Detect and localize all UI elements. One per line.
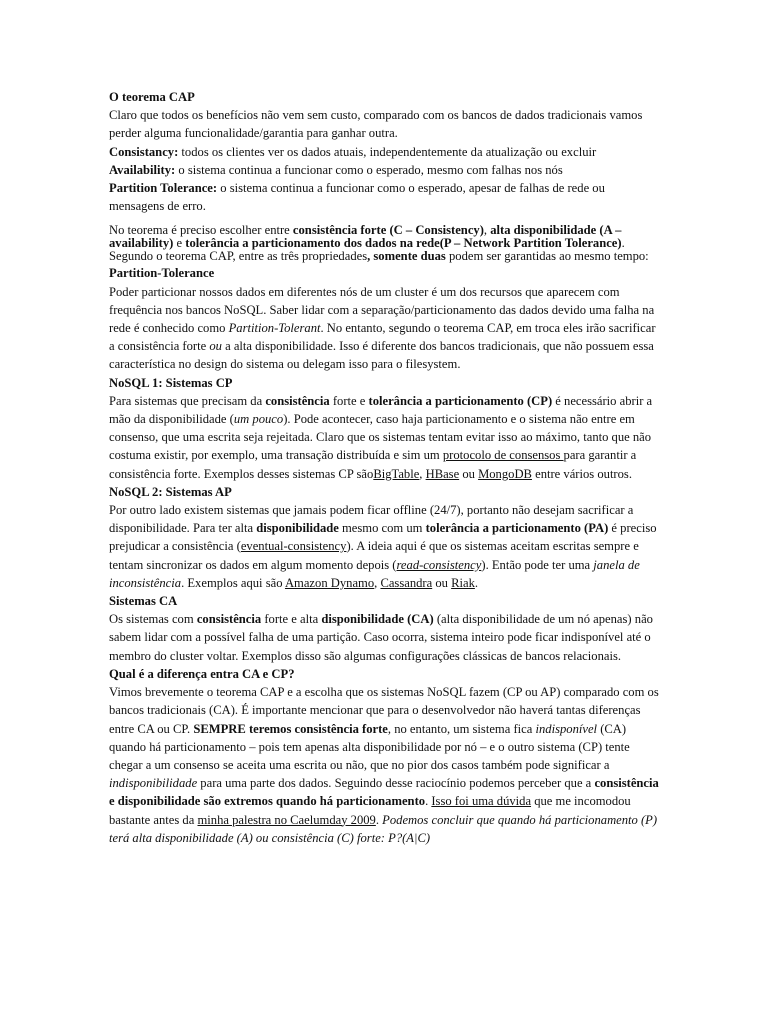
text-run: ,: [483, 223, 491, 238]
link-hbase[interactable]: HBase: [425, 466, 460, 481]
text-run: .: [375, 812, 383, 827]
text-run: Para sistemas que precisam da: [109, 393, 266, 408]
partition-text: o sistema continua a funcionar como o esperado, apesar de falhas de rede ou mensagens de erro.: [109, 181, 605, 214]
bold-run: consistência: [196, 612, 262, 627]
bold-run: tolerância a particionamento dos dados na rede(P – Network Partition Tolerance): [185, 236, 622, 251]
link-isso-foi-uma-duvida[interactable]: Isso foi uma dúvida: [431, 794, 532, 809]
availability-term: Availability:: [109, 162, 176, 177]
text-run: mesmo com um: [338, 521, 426, 536]
cp-paragraph: [109, 392, 659, 483]
text-run: ). A ideia aqui é que os sistemas aceitam escritas sempre e tentam sincronizar os dados em algum momento depois (: [109, 539, 639, 572]
bold-run: consistência: [265, 393, 330, 408]
text-run: No teorema é preciso escolher entre: [109, 223, 293, 238]
link-bigtable[interactable]: BigTable: [373, 466, 420, 481]
consistency-text: todos os clientes ver os dados atuais, independentemente da atualização ou excluir: [178, 144, 597, 159]
link-cassandra[interactable]: Cassandra: [380, 575, 433, 590]
partition-definition: [109, 179, 659, 215]
text-run: . Exemplos aqui são: [181, 575, 285, 590]
italic-run: Partition-Tolerant: [228, 321, 321, 336]
text-run: a alta disponibilidade. Isso é diferente dos bancos tradicionais, que não possuem essa característica no design do sistema ou delegam isso para o filesystem.: [109, 339, 654, 372]
text-run: podem ser garantidas ao mesmo tempo:: [445, 249, 649, 264]
ap-paragraph: [109, 501, 659, 592]
bold-run: disponibilidade: [256, 521, 339, 536]
italic-run: indisponibilidade: [109, 776, 198, 791]
italic-run: um pouco: [233, 412, 284, 427]
partition-tolerance-paragraph: [109, 283, 659, 374]
text-run: (alta disponibilidade de um nó apenas) não sabem lidar com a possível falha de uma partição. Caso ocorra, sistema inteiro pode ficar indisponível até o membro do cluster voltar. Exemplos disso são algumas configurações clássicas de bancos relacionais.: [109, 612, 653, 663]
text-run: forte e alta: [261, 612, 322, 627]
consistency-term: Consistancy:: [109, 144, 179, 159]
availability-definition: [109, 161, 659, 179]
ca-paragraph: [109, 610, 659, 665]
text-run: para uma parte dos dados. Seguindo desse raciocínio podemos perceber que a: [197, 776, 595, 791]
document-page: [109, 88, 659, 847]
link-read-consistency[interactable]: read-consistency: [396, 557, 482, 572]
text-run: é preciso prejudicar a consistência (: [109, 521, 657, 554]
text-run: Vimos brevemente o teorema CAP e a escolha que os sistemas NoSQL fazem (CP ou AP) comparado com os bancos tradicionais (CA). É importante mencionar que para o desenvolvedor não haverá tantas diferenças entre CA ou CP.: [109, 685, 659, 736]
bold-run: tolerância a particionamento (PA): [425, 521, 609, 536]
text-run: que me incomodou bastante antes da: [109, 794, 631, 827]
bold-run: consistência e disponibilidade são extremos quando há particionamento: [109, 776, 659, 809]
heading-partition-tolerance: Partition-Tolerance: [109, 266, 215, 281]
text-run: para garantir a consistência forte. Exemplos desses sistemas CP são: [109, 448, 637, 481]
bold-run: consistência forte (C – Consistency): [292, 223, 484, 238]
italic-run: indisponível: [535, 721, 598, 736]
text-run: .: [425, 794, 432, 809]
bold-run: alta disponibilidade (A – availability): [109, 223, 622, 251]
text-run: (CA) quando há particionamento – pois tem apenas alta disponibilidade por nó – e o outro sistema (CP) tente chegar a um consenso se aceita uma escrita ou não, que no pior dos casos também pode significar a: [109, 721, 630, 772]
link-protocolo-de-consensos[interactable]: protocolo de consensos: [442, 448, 564, 463]
text-run: forte e: [329, 393, 369, 408]
text-run: ,: [374, 575, 381, 590]
link-amazon-dynamo[interactable]: Amazon Dynamo: [284, 575, 375, 590]
link-riak[interactable]: Riak: [451, 575, 475, 590]
bold-run: SEMPRE teremos consistência forte: [193, 721, 388, 736]
consistency-definition: [109, 143, 659, 161]
intro-paragraph: Claro que todos os benefícios não vem sem custo, comparado com os bancos de dados tradicionais vamos perder alguma funcionalidade/garantia para ganhar outra.: [109, 108, 643, 141]
italic-run: janela de inconsistência: [109, 557, 640, 590]
text-run: , no entanto, um sistema fica: [387, 721, 536, 736]
text-run: ou: [459, 466, 479, 481]
bold-run: tolerância a particionamento (CP): [368, 393, 553, 408]
text-run: ,: [419, 466, 426, 481]
text-run: ). Então pode ter uma: [481, 557, 594, 572]
choice-paragraph: [109, 224, 659, 263]
text-run: Poder particionar nossos dados em diferentes nós de um cluster é um dos recursos que aparecem com frequência nos bancos NoSQL. Saber lidar com a separação/particionamento das dados devido uma falha na rede é conhecido como: [109, 284, 655, 336]
text-run: . Segundo o teorema CAP, entre as três propriedades: [109, 236, 625, 264]
link-eventual-consistency[interactable]: eventual-consistency: [240, 539, 347, 554]
italic-run: ou: [209, 339, 222, 354]
text-run: . No entanto, segundo o teorema CAP, em troca eles irão sacrificar a consistência forte: [109, 321, 656, 354]
text-run: é necessário abrir a mão da disponibilidade (: [109, 393, 653, 427]
difference-paragraph: [109, 683, 659, 847]
italic-run: Podemos concluir que quando há particionamento (P) terá alta disponibilidade (A) ou consistência (C) forte: P?(A|C): [109, 812, 658, 845]
bold-run: disponibilidade (CA): [321, 612, 434, 627]
text-run: .: [474, 575, 479, 590]
heading-sistemas-cp: NoSQL 1: Sistemas CP: [109, 375, 233, 390]
section-title-cap: O teorema CAP: [109, 90, 195, 104]
text-run: Os sistemas com: [109, 612, 197, 627]
heading-sistemas-ap: NoSQL 2: Sistemas AP: [109, 484, 232, 499]
text-run: ou: [432, 575, 452, 590]
link-minha-palestra[interactable]: minha palestra no Caelumday 2009: [197, 812, 376, 827]
text-run: e: [173, 236, 186, 251]
text-run: Por outro lado existem sistemas que jamais podem ficar offline (24/7), portanto não desejam sacrificar a disponibilidade. Para ter alta: [109, 503, 634, 536]
heading-sistemas-ca: Sistemas CA: [109, 594, 178, 609]
bold-run: , somente duas: [367, 249, 446, 264]
text-run: ). Pode acontecer, caso haja particionamento e o sistema não entre em consenso, que uma escrita seja rejeitada. Claro que os sistemas tentam evitar isso ao máximo, tanto que não costuma existir, por exemplo, uma transação distribuída e sim um: [109, 412, 652, 463]
availability-text: o sistema continua a funcionar como o esperado, mesmo com falhas nos nós: [175, 162, 563, 177]
partition-term: Partition Tolerance:: [109, 181, 218, 196]
text-run: entre vários outros.: [531, 466, 632, 481]
heading-diferenca-ca-cp: Qual é a diferença entra CA e CP?: [109, 666, 295, 681]
link-mongodb[interactable]: MongoDB: [478, 466, 532, 481]
